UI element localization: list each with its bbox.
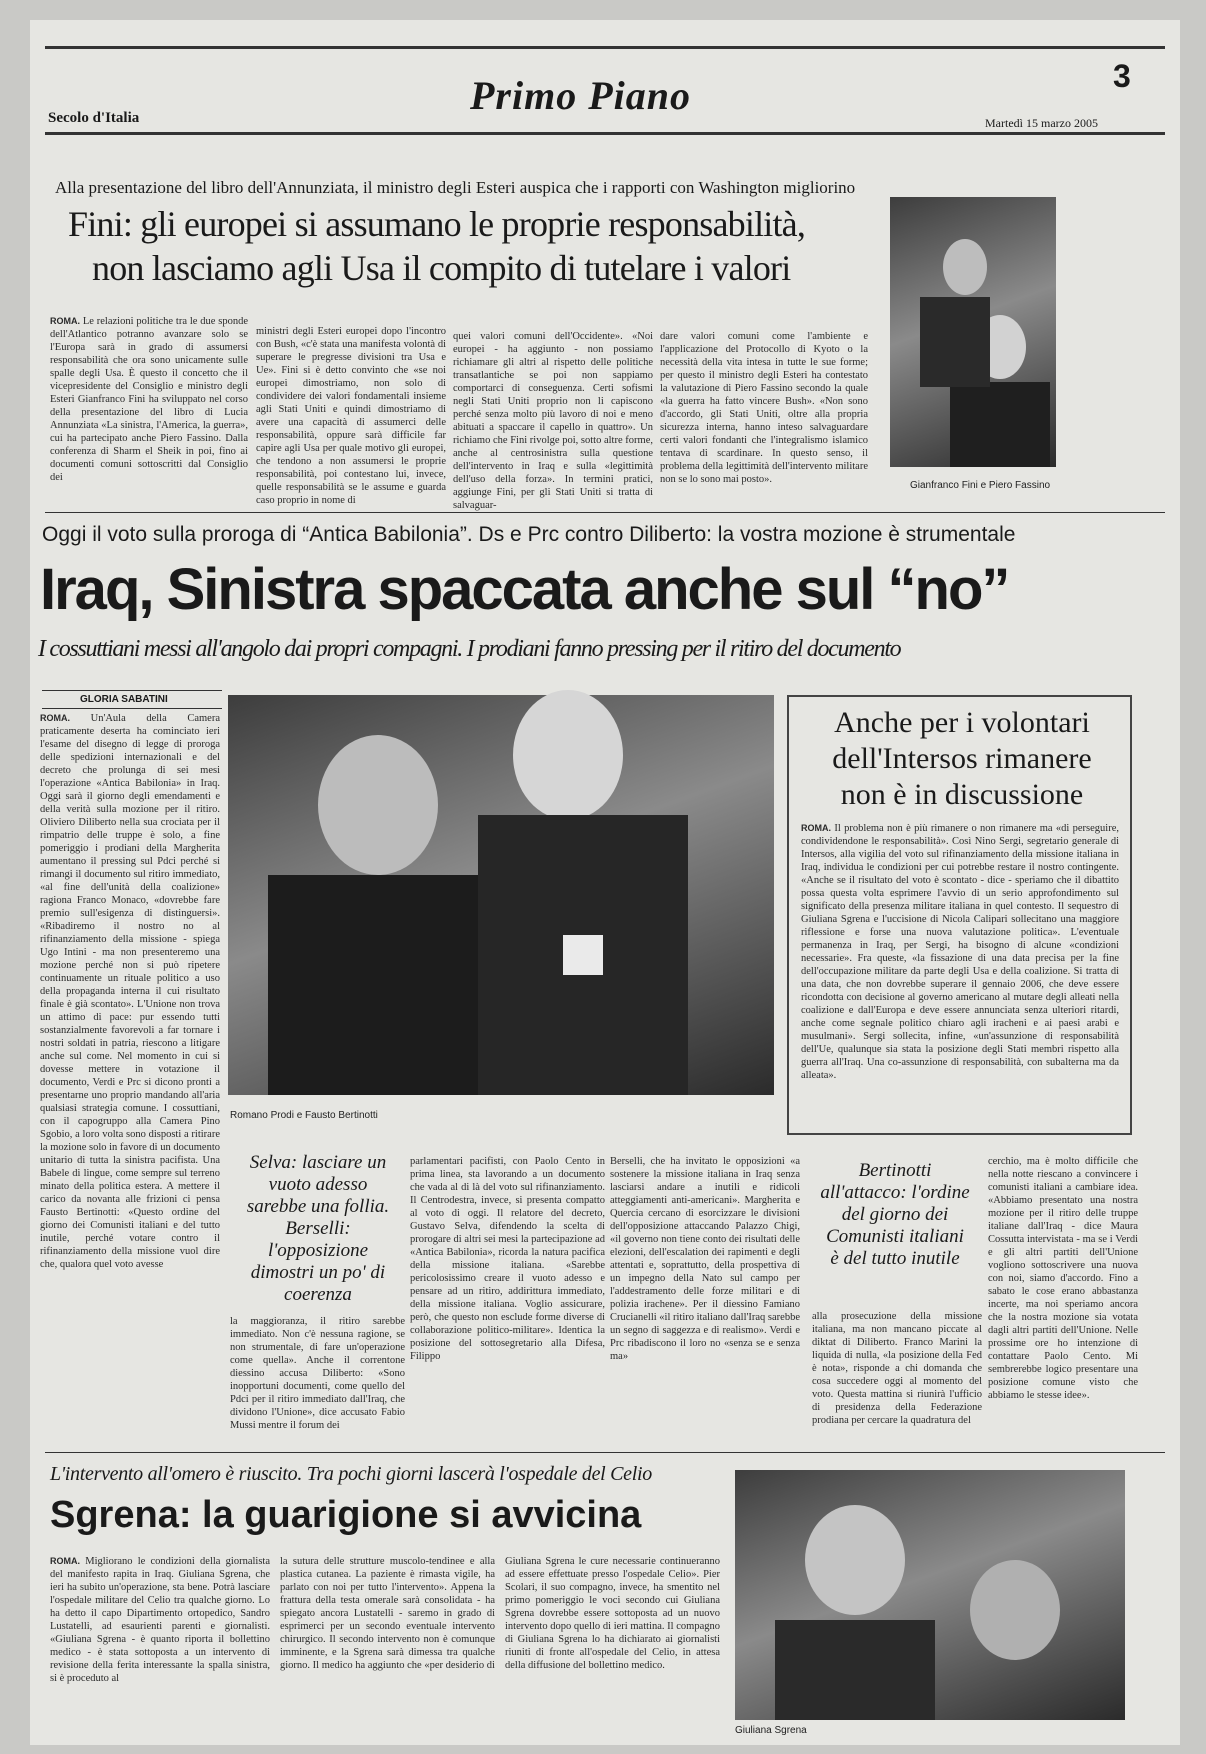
article3-kicker: L'intervento all'omero è riuscito. Tra pochi giorni lascerà l'ospedale del Celio [50,1463,652,1485]
article3-column-2: la sutura delle strutture muscolo-tendinee e alla plastica cutanea. La paziente è rimasta vigile, ha parlato con noi per tutto l'intervento». Appena la frattura della testa omerale sarà consolidata - ha spiegato ancora Lustatelli - saremo in grado di esprimerci per un secondo eventuale intervento chirurgico. Il secondo intervento non è comunque imminente, e la Sgrena sarà dimessa tra qualche giorno. Il medico ha aggiunto che «per desiderio di [280,1556,495,1671]
pullquote-selva: Selva: lasciare un vuoto adesso sarebbe una follia. Berselli: l'opposizione dimostri un po' di coerenza [246,1152,390,1305]
masthead-rule [45,132,1165,135]
section-title: Primo Piano [470,73,692,118]
article1-column-2: ministri degli Esteri europei dopo l'incontro con Bush, «c'è stata una manifesta volontà di superare le pregresse divisioni tra Usa e Ue». Fini si è detto convinto che «se noi europei dimostriamo, non solo di condividere dei valori fondamentali insieme agli Stati Uniti e quindi dimostriamo di avere una capacità di assumerci delle responsabilità, oppure sarà difficile far capire agli Usa per quale motivo gli europei, che tendono a non assumersi le proprie responsabilità, poi contestano lui, invece, quelle responsabilità se le assume e guarda caso proprio in nome di [256,326,446,506]
article1-headline-1: Fini: gli europei si assumano le proprie responsabilità, [68,204,806,244]
article1-headline-2: non lasciamo agli Usa il compito di tutelare i valori [92,248,791,288]
article2-column-4: Berselli, che ha invitato le opposizioni «a sostenere la missione italiana in Iraq senza lasciarsi andare a inutili e ridicoli atteggiamenti anti-americani». Margherita e Quercia cercano di esorcizzare le divisioni dell'opposizione attaccando Palazzo Chigi, «il governo non tiene conto dei risultati delle elezioni, dell'escalation dei rapimenti e degli attentati e, soprattutto, della prospettiva di un impegno della Nato sul campo per l'addestramento delle forze militari e di polizia irachene». Per il diessino Famiano Crucianelli «il ritiro italiano dall'Iraq sarebbe un segno di saggezza e di realismo». Verdi e Prc ribadiscono il loro no «senza se e senza ma» [610,1156,800,1362]
page-date: Martedì 15 marzo 2005 [985,116,1098,130]
article2-dateline: ROMA. [40,713,70,723]
article2-column-2: la maggioranza, il ritiro sarebbe immediato. Non c'è nessuna ragione, se non strumentale, di fare un'operazione come quella». Anche il correntone diessino accusa Diliberto: «Sono inopportuni documenti, come quello del Pdci per il ritiro immediato dall'Iraq, che dividono l'Unione», dice accusato Fabio Mussi mentre il forum dei [230,1316,405,1431]
prodi-photo-caption: Romano Prodi e Fausto Bertinotti [230,1110,378,1121]
photo-figures-2 [228,695,774,1095]
article1-column-1 [50,315,248,505]
page-number: 3 [1113,58,1131,94]
section-divider-1 [45,512,1165,513]
fini-photo-caption: Gianfranco Fini e Piero Fassino [910,480,1051,491]
sgrena-photo [735,1470,1125,1720]
article3-column-1 [50,1555,270,1730]
article2-headline: Iraq, Sinistra spaccata anche sul “no” [40,557,1009,622]
pullquote-bertinotti: Bertinotti all'attacco: l'ordine del giorno dei Comunisti italiani è del tutto inutile [820,1160,970,1269]
article1-kicker: Alla presentazione del libro dell'Annunziata, il ministro degli Esteri auspica che i rapporti con Washington migliorino [55,178,856,197]
article2-kicker: Oggi il voto sulla proroga di “Antica Babilonia”. Ds e Prc contro Diliberto: la vostra mozione è strumentale [42,523,1016,546]
article1-column-4: dare valori comuni come l'ambiente e l'applicazione del Protocollo di Kyoto o la necessità della vita intesa in tutte le sue forme; per questo il ministro degli Esteri ha contestato la valutazione di Piero Fassino secondo la quale «la guerra ha fatto vincere Bush». «Non sono d'accordo, gli Stati Uniti, oltre alla propria sicurezza interna, hanno inteso salvaguardare certi valori fondanti che l'integralismo islamico tentava di scardinare. In questo senso, il problema della legittimità dell'intervento militare non se lo sono mai posto». [660,331,868,485]
sidebar-dateline: ROMA. [801,823,831,833]
article3-headline: Sgrena: la guarigione si avvicina [50,1494,642,1536]
fini-fassino-photo [890,197,1056,467]
article2-column-6: cerchio, ma è molto difficile che nella notte riescano a convincere i comunisti italiani a cambiare idea. «Abbiamo presentato una nostra mozione per il ritiro delle truppe italiane dall'Iraq - dice Maura Cossutta intervistata - ma se i Verdi e gli altri partiti dell'Unione vogliono sottoscrivere una nuova con noi, siamo d'accordo. Fino a sabato le cose erano abbastanza incerte, ma noi speriamo ancora che la nostra mozione sia votata dagli altri partiti dell'Unione. Nelle prossime ore ho intenzione di contattare Paolo Cento. Mi sembrerebbe logico presentare una posizione comune visto che abbiamo le stesse idee». [988,1156,1138,1401]
article1-text-1: Le relazioni politiche tra le due sponde dell'Atlantico potranno avanzare solo se l'Europa sarà in grado di assumersi responsabilità che ora sono unicamente sulle spalle degli Usa. È questo il concetto che il vicepresidente del Consiglio e ministro degli Esteri Gianfranco Fini ha sviluppato nel corso della presentazione del libro di Lucia Annunziata «La sinistra, l'America, la guerra», cui ha partecipato anche Piero Fassino. Dalla conferenza di Sharm el Sheik in poi, fino ai documenti comuni sottoscritti dal Consiglio dei [50,316,248,483]
newspaper-page [30,20,1180,1745]
sidebar-text: Il problema non è più rimanere o non rimanere ma «di perseguire, condividendone le responsabilità». Così Nino Sergi, segretario generale di Intersos, alla vigilia del voto sul rifinanziamento della missione italiana in Iraq, individua le condizioni per cui potrebbe restare il nostro contingente. «Anche se il risultato del voto è scontato - dice - speriamo che il dibattito possa questa volta esprimere l'avvio di un serio approfondimento sul significato della presenza militare italiana in quel contesto. Il sequestro di Giuliana Sgrena e l'uccisione di Nicola Calipari sollecitano una maggiore riflessione e forse una nuova valutazione politica». L'eventuale permanenza in Iraq, per Sergi, ha bisogno di alcune «condizioni necessarie». Fra queste, «la fissazione di una data precisa per la fine dell'occupazione militare da parte degli Usa e della coalizione. Si tratta di una data, che non dovrebbe superare il gennaio 2006, che deve essere ricondotta con decisione al governo americano al mutare degli alleati nella coalizione e dall'Europa e deve essere annunciata senza ulteriori ritardi, anche come segnale politico chiaro agli iracheni e ai paesi arabi e musulmani». Sergi sollecita, infine, «un'assunzione di responsabilità dell'Ue, qualunque sia stata la posizione degli Stati membri rispetto alla guerra all'Iraq. Una co-assunzione di responsabilità, con subalterna ma da alleata». [801,823,1120,1081]
prodi-bertinotti-photo [228,695,774,1095]
photo-figures [890,197,1056,467]
byline-rule-bottom [42,708,222,709]
article2-column-3: parlamentari pacifisti, con Paolo Cento in prima linea, sta lavorando a un documento che vada al di là del voto sul rifinanziamento. Il Centrodestra, invece, si presenta compatto al voto di oggi. Il relatore del decreto, Gustavo Selva, difendendo la scelta di prorogare di altri sei mesi la partecipazione ad «Antica Babilonia», ricorda la natura pacifica della missione italiana. «Sarebbe pericolosissimo creare il vuoto adesso e pensare ad un ritiro, addirittura immediato, della missione italiana. Voglio assicurare, però, che questo non esclude forme diverse di collaborazione politico-militare». Identica la posizione del sottosegretario alla Difesa, Filippo [410,1156,605,1362]
article2-text-1: Un'Aula della Camera praticamente deserta ha cominciato ieri l'esame del disegno di legge di proroga delle spedizioni internazionali e del decreto che prolunga di sei mesi l'operazione «Antica Babilonia» in Iraq. Oggi sarà il giorno degli emendamenti e della verità sulla mozione per il ritiro. Oliviero Diliberto nella sua crociata per il rimpatrio delle truppe è solo, a fine pomeriggio i prodiani della Margherita aumentano il pressing sul Pdci perché si rimangi il documento sul ritiro immediato, «al fine dell'unità della coalizione» ragiona Franco Monaco, «dovrebbe fare premio sull'esigenza di distinguersi». «Ribadiremo il nostro no al rifinanziamento della missione - spiega Ugo Intini - ma non presenteremo una mozione perché non si può ripetere continuamente un rituale politico a uso della propaganda interna il cui risultato finale è già scontato». L'Unione non trova un attimo di pace: pur essendo tutti sostanzialmente favorevoli a far tornare i nostri soldati in patria, riescono a litigare anche sul come. Nel momento in cui si dovesse mettere in votazione il documento, Verdi e Prc si dicono pronti a presentarne uno proprio mandando all'aria qualsiasi strategia comune. I cossuttiani, con il capogruppo alla Camera Pino Sgobio, a loro volta sono disposti a ritirare la mozione solo in favore di un documento unitario di tutta la sinistra pacifista. Una Babele di lingue, come sempre sul terreno minato della politica estera. A mettere il carico da novanta alle frizioni ci pensa Fausto Bertinotti: «Questo ordine del giorno dei Comunisti italiani e del tutto inutile, perché votare contro il rifinanziamento della missione vuol dire che, qualora quel voto avesse [40,713,220,1270]
article2-column-5: alla prosecuzione della missione italiana, ma non mancano piccate al diktat di Diliberto. Franco Marini la liquida di nulla, «la posizione della Fed è nota», risponde a chi domanda che cosa succedere oggi al momento del voto. Questa mattina si riunirà l'ufficio di presidenza della Federazione prodiana per cercare la quadratura del [812,1311,982,1426]
article3-text-1: Migliorano le condizioni della giornalista del manifesto rapita in Iraq. Giuliana Sgrena, che ieri ha subito un'operazione, sta bene. Potrà lasciare l'ospedale militare del Celio tra qualche giorno. Lo ha detto il capo Dipartimento ortopedico, Sandro Lustatelli, ad esaurienti parenti e giornalisti. «Giuliana Sgrena - è quanto riporta il bollettino medico - è stata sottoposta a un intervento di revisione della ferita interessante la spalla sinistra, si è proceduto al [50,1556,271,1684]
byline-rule [42,690,222,691]
photo-figures-3 [735,1470,1125,1720]
article3-column-3: Giuliana Sgrena le cure necessarie continueranno ad essere effettuate presso l'ospedale Celio». Pier Scolari, il suo compagno, invece, ha smentito nel primo pomeriggio le voci secondo cui Giuliana Sgrena dovrebbe essere sottoposta ad un nuovo intervento dopo quello di ieri mattina. Il compagno di Giuliana Sgrena lo ha dichiarato ai giornalisti riuniti di fronte all'ospedale del Celio, in attesa della diffusione del bollettino medico. [505,1556,720,1671]
section-divider-2 [45,1452,1165,1453]
paper-name: Secolo d'Italia [48,110,140,126]
sgrena-photo-caption: Giuliana Sgrena [735,1725,807,1736]
article2-subhead: I cossuttiani messi all'angolo dai propri compagni. I prodiani fanno pressing per il ritiro del documento [38,636,901,662]
article3-dateline: ROMA. [50,1556,80,1566]
article1-column-3: quei valori comuni dell'Occidente». «Noi europei - ha aggiunto - non possiamo richiamare gli altri al rispetto delle politiche transatlantiche se poi non sappiamo comportarci di conseguenza. Certi sofismi negli Stati Uniti proprio non li capiscono perché senza molto più lavoro di noi e meno abituati a spaccare il capello in quattro». Un richiamo che Fini rivolge poi, sotto altre forme, anche al centrosinistra sulla questione dell'intervento in Iraq e sulla «legittimità dell'uso della forza». In termini pratici, aggiunge Fini, per gli Stati Uniti si tratta di salvaguar- [453,331,653,511]
sidebar-body [801,822,1119,1127]
article2-byline: GLORIA SABATINI [80,694,168,705]
intersos-sidebar [787,695,1132,1135]
article1-dateline: ROMA. [50,316,80,326]
sidebar-headline: Anche per i volontari dell'Intersos rimanere non è in discussione [832,706,1092,811]
top-rule [45,46,1165,49]
